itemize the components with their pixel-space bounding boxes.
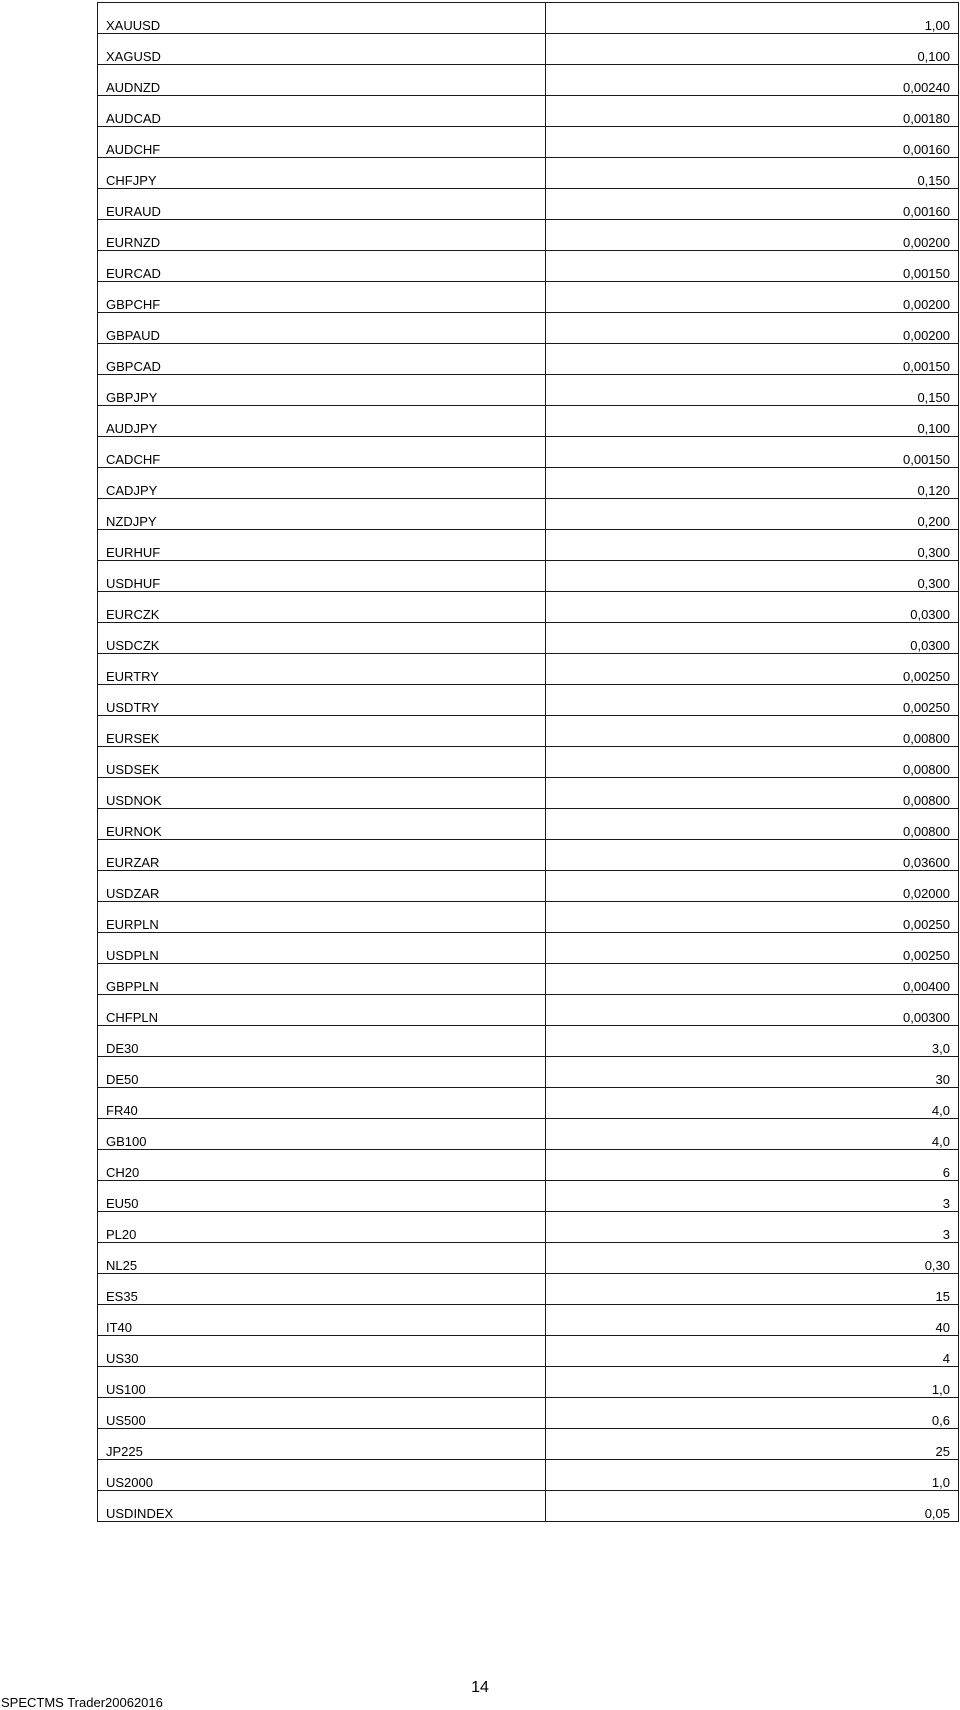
symbol-cell: PL20 bbox=[98, 1212, 546, 1243]
symbol-cell: DE30 bbox=[98, 1026, 546, 1057]
value-cell: 4,0 bbox=[546, 1088, 959, 1119]
instrument-spec-table-body bbox=[98, 3, 959, 1522]
table-row bbox=[98, 65, 959, 96]
value-cell: 15 bbox=[546, 1274, 959, 1305]
symbol-cell: EURTRY bbox=[98, 654, 546, 685]
symbol-cell: FR40 bbox=[98, 1088, 546, 1119]
value-cell: 0,00800 bbox=[546, 747, 959, 778]
value-cell: 0,100 bbox=[546, 34, 959, 65]
table-row bbox=[98, 902, 959, 933]
value-cell: 3 bbox=[546, 1181, 959, 1212]
symbol-cell: EURNOK bbox=[98, 809, 546, 840]
table-row bbox=[98, 1429, 959, 1460]
value-cell: 0,00800 bbox=[546, 809, 959, 840]
symbol-cell: NL25 bbox=[98, 1243, 546, 1274]
symbol-cell: CHFJPY bbox=[98, 158, 546, 189]
symbol-cell: EURCZK bbox=[98, 592, 546, 623]
value-cell: 25 bbox=[546, 1429, 959, 1460]
symbol-cell: XAUUSD bbox=[98, 3, 546, 34]
value-cell: 0,100 bbox=[546, 406, 959, 437]
symbol-cell: EURAUD bbox=[98, 189, 546, 220]
table-row bbox=[98, 468, 959, 499]
table-row bbox=[98, 1305, 959, 1336]
symbol-cell: CADCHF bbox=[98, 437, 546, 468]
table-row bbox=[98, 158, 959, 189]
symbol-cell: EU50 bbox=[98, 1181, 546, 1212]
table-row bbox=[98, 1088, 959, 1119]
value-cell: 0,0300 bbox=[546, 592, 959, 623]
symbol-cell: NZDJPY bbox=[98, 499, 546, 530]
symbol-cell: US100 bbox=[98, 1367, 546, 1398]
symbol-cell: EURCAD bbox=[98, 251, 546, 282]
page-number: 14 bbox=[471, 1679, 489, 1696]
table-row bbox=[98, 778, 959, 809]
table-row bbox=[98, 530, 959, 561]
table-row bbox=[98, 561, 959, 592]
table-row bbox=[98, 1491, 959, 1522]
table-row bbox=[98, 220, 959, 251]
value-cell: 0,03600 bbox=[546, 840, 959, 871]
symbol-cell: GB100 bbox=[98, 1119, 546, 1150]
table-row bbox=[98, 1460, 959, 1491]
symbol-cell: CHFPLN bbox=[98, 995, 546, 1026]
value-cell: 0,00160 bbox=[546, 127, 959, 158]
value-cell: 40 bbox=[546, 1305, 959, 1336]
table-row bbox=[98, 623, 959, 654]
symbol-cell: IT40 bbox=[98, 1305, 546, 1336]
value-cell: 30 bbox=[546, 1057, 959, 1088]
symbol-cell: AUDCAD bbox=[98, 96, 546, 127]
value-cell: 1,0 bbox=[546, 1367, 959, 1398]
value-cell: 0,05 bbox=[546, 1491, 959, 1522]
table-row bbox=[98, 995, 959, 1026]
symbol-cell: ES35 bbox=[98, 1274, 546, 1305]
table-row bbox=[98, 313, 959, 344]
symbol-cell: GBPCAD bbox=[98, 344, 546, 375]
symbol-cell: USDCZK bbox=[98, 623, 546, 654]
value-cell: 0,0300 bbox=[546, 623, 959, 654]
value-cell: 4,0 bbox=[546, 1119, 959, 1150]
symbol-cell: DE50 bbox=[98, 1057, 546, 1088]
value-cell: 0,00300 bbox=[546, 995, 959, 1026]
value-cell: 0,300 bbox=[546, 530, 959, 561]
table-row bbox=[98, 871, 959, 902]
value-cell: 0,150 bbox=[546, 375, 959, 406]
table-row bbox=[98, 1150, 959, 1181]
value-cell: 1,00 bbox=[546, 3, 959, 34]
table-row bbox=[98, 654, 959, 685]
symbol-cell: USDNOK bbox=[98, 778, 546, 809]
symbol-cell: USDINDEX bbox=[98, 1491, 546, 1522]
table-row bbox=[98, 1243, 959, 1274]
symbol-cell: GBPCHF bbox=[98, 282, 546, 313]
value-cell: 0,00250 bbox=[546, 933, 959, 964]
table-row bbox=[98, 1274, 959, 1305]
value-cell: 0,00150 bbox=[546, 251, 959, 282]
table-row bbox=[98, 282, 959, 313]
table-row bbox=[98, 34, 959, 65]
value-cell: 0,00250 bbox=[546, 685, 959, 716]
symbol-cell: GBPAUD bbox=[98, 313, 546, 344]
symbol-cell: USDSEK bbox=[98, 747, 546, 778]
symbol-cell: EURSEK bbox=[98, 716, 546, 747]
value-cell: 1,0 bbox=[546, 1460, 959, 1491]
table-row bbox=[98, 1367, 959, 1398]
table-row bbox=[98, 1181, 959, 1212]
value-cell: 0,200 bbox=[546, 499, 959, 530]
table-row bbox=[98, 1119, 959, 1150]
value-cell: 0,30 bbox=[546, 1243, 959, 1274]
table-row bbox=[98, 933, 959, 964]
symbol-cell: AUDNZD bbox=[98, 65, 546, 96]
symbol-cell: EURPLN bbox=[98, 902, 546, 933]
table-row bbox=[98, 251, 959, 282]
value-cell: 0,120 bbox=[546, 468, 959, 499]
table-row bbox=[98, 1212, 959, 1243]
table-row bbox=[98, 127, 959, 158]
table-row bbox=[98, 747, 959, 778]
value-cell: 0,300 bbox=[546, 561, 959, 592]
symbol-cell: XAGUSD bbox=[98, 34, 546, 65]
table-row bbox=[98, 1057, 959, 1088]
symbol-cell: US500 bbox=[98, 1398, 546, 1429]
value-cell: 0,00250 bbox=[546, 902, 959, 933]
table-row bbox=[98, 1336, 959, 1367]
symbol-cell: USDZAR bbox=[98, 871, 546, 902]
instrument-spec-table bbox=[97, 2, 959, 1522]
value-cell: 0,150 bbox=[546, 158, 959, 189]
value-cell: 0,00200 bbox=[546, 313, 959, 344]
value-cell: 0,00250 bbox=[546, 654, 959, 685]
value-cell: 0,00200 bbox=[546, 282, 959, 313]
table-row bbox=[98, 964, 959, 995]
symbol-cell: CH20 bbox=[98, 1150, 546, 1181]
value-cell: 0,00800 bbox=[546, 778, 959, 809]
table-row bbox=[98, 437, 959, 468]
value-cell: 0,02000 bbox=[546, 871, 959, 902]
table-row bbox=[98, 499, 959, 530]
symbol-cell: EURNZD bbox=[98, 220, 546, 251]
symbol-cell: CADJPY bbox=[98, 468, 546, 499]
value-cell: 4 bbox=[546, 1336, 959, 1367]
symbol-cell: EURHUF bbox=[98, 530, 546, 561]
symbol-cell: USDPLN bbox=[98, 933, 546, 964]
table-row bbox=[98, 344, 959, 375]
symbol-cell: AUDCHF bbox=[98, 127, 546, 158]
table-row bbox=[98, 406, 959, 437]
value-cell: 3,0 bbox=[546, 1026, 959, 1057]
symbol-cell: GBPPLN bbox=[98, 964, 546, 995]
symbol-cell: US2000 bbox=[98, 1460, 546, 1491]
value-cell: 0,6 bbox=[546, 1398, 959, 1429]
value-cell: 0,00160 bbox=[546, 189, 959, 220]
value-cell: 0,00180 bbox=[546, 96, 959, 127]
symbol-cell: USDHUF bbox=[98, 561, 546, 592]
table-row bbox=[98, 375, 959, 406]
table-row bbox=[98, 3, 959, 34]
value-cell: 6 bbox=[546, 1150, 959, 1181]
value-cell: 3 bbox=[546, 1212, 959, 1243]
table-row bbox=[98, 189, 959, 220]
table-row bbox=[98, 1398, 959, 1429]
value-cell: 0,00240 bbox=[546, 65, 959, 96]
symbol-cell: EURZAR bbox=[98, 840, 546, 871]
symbol-cell: AUDJPY bbox=[98, 406, 546, 437]
symbol-cell: GBPJPY bbox=[98, 375, 546, 406]
table-row bbox=[98, 1026, 959, 1057]
value-cell: 0,00400 bbox=[546, 964, 959, 995]
footer-document-id: SPECTMS Trader20062016 bbox=[1, 1695, 163, 1710]
table-row bbox=[98, 592, 959, 623]
table-row bbox=[98, 96, 959, 127]
table-row bbox=[98, 685, 959, 716]
symbol-cell: US30 bbox=[98, 1336, 546, 1367]
table-row bbox=[98, 716, 959, 747]
value-cell: 0,00800 bbox=[546, 716, 959, 747]
value-cell: 0,00150 bbox=[546, 344, 959, 375]
symbol-cell: JP225 bbox=[98, 1429, 546, 1460]
value-cell: 0,00150 bbox=[546, 437, 959, 468]
symbol-cell: USDTRY bbox=[98, 685, 546, 716]
table-row bbox=[98, 840, 959, 871]
table-row bbox=[98, 809, 959, 840]
value-cell: 0,00200 bbox=[546, 220, 959, 251]
